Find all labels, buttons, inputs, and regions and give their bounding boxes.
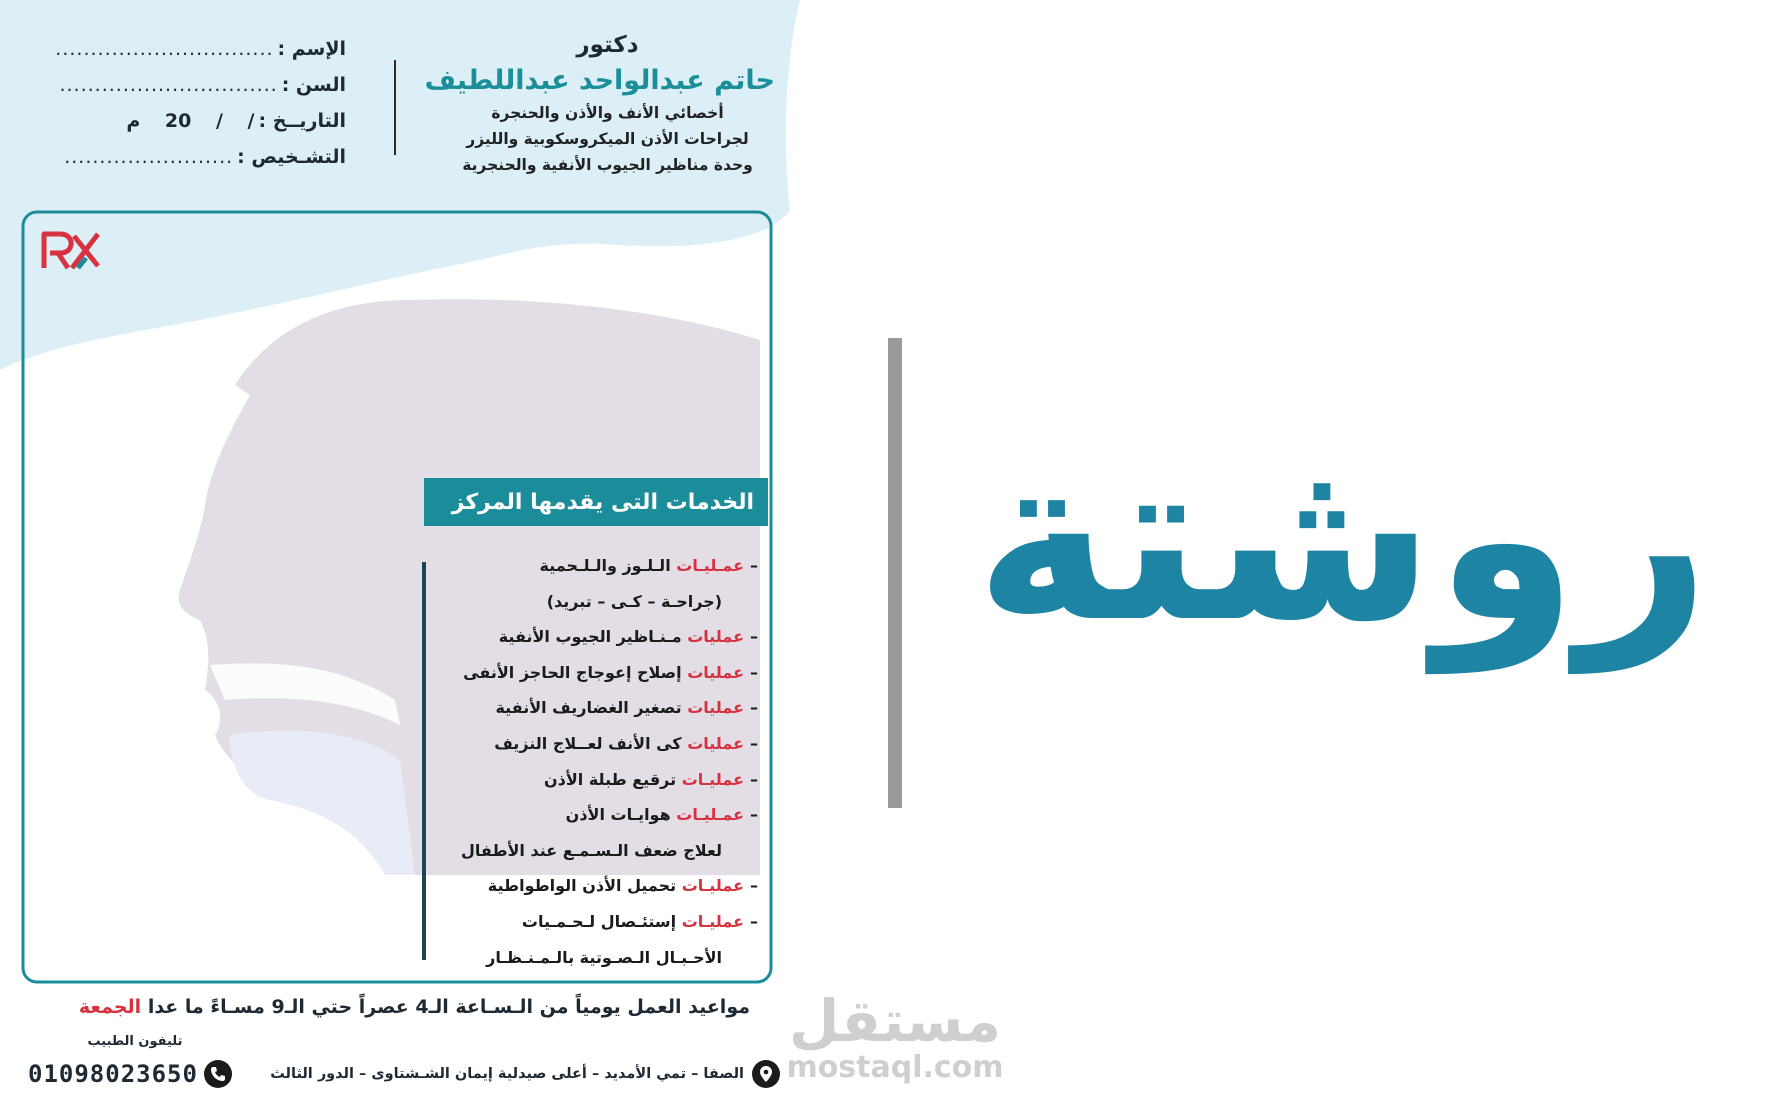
rx-logo bbox=[40, 228, 104, 272]
date-field[interactable] bbox=[56, 110, 346, 146]
address-row bbox=[240, 1058, 780, 1090]
age-field[interactable] bbox=[56, 74, 346, 110]
service-item: –عمليات كى الأنف لعــلاج النزيف bbox=[494, 733, 758, 753]
watermark-arabic: مستقل bbox=[788, 987, 1002, 1055]
service-item: –عمـليـات الـلـوز والـلـحمية bbox=[539, 556, 758, 575]
services-divider bbox=[422, 562, 426, 960]
presentation-divider bbox=[888, 338, 902, 808]
phone-number[interactable]: 01098023650 bbox=[28, 1060, 198, 1088]
service-item: الأحـبـال الـصـوتية بالـمـنـظـار bbox=[486, 947, 722, 967]
big-title: روشتة bbox=[975, 406, 1710, 673]
watermark-latin: mostaql.com bbox=[786, 1050, 1004, 1085]
service-item: –عمليات مـنـاظير الجيوب الأنفية bbox=[498, 627, 758, 647]
service-item: –عمـليـات هوايـات الأذن bbox=[565, 805, 758, 825]
age-dots: ............................... bbox=[59, 74, 278, 96]
diagnosis-dots: ........................ bbox=[64, 146, 234, 168]
name-field[interactable] bbox=[56, 38, 346, 74]
doctor-prefix: دكتور bbox=[576, 32, 639, 58]
doctor-specialty-3: وحدة مناظير الجيوب الأنفية والحنجرية bbox=[462, 156, 753, 174]
service-item: لعلاج ضعف الـسـمـع عند الأطفال bbox=[461, 840, 722, 860]
patient-fields bbox=[56, 38, 346, 182]
working-hours-text: مواعيد العمل يومياً من الـسـاعة الـ4 عصراً حتي الـ9 مسـاءً ما عدا bbox=[147, 996, 750, 1018]
clinic-address: الصفا – تمي الأمديد – أعلى صيدلية إيمان الشـشتاوى – الدور الثالث bbox=[270, 1066, 744, 1082]
date-label: التاريــخ : bbox=[258, 110, 346, 132]
age-label: السن : bbox=[281, 74, 346, 96]
mostaql-watermark bbox=[780, 987, 1010, 1085]
doctor-specialty-2: لجراحات الأذن الميكروسكوبية والليزر bbox=[466, 130, 749, 148]
doctor-specialty-1: أخصائي الأنف والأذن والحنجرة bbox=[491, 104, 724, 122]
service-item: –عمليات تصغير الغضاريف الأنفية bbox=[495, 698, 758, 718]
airway-shape-lower bbox=[230, 730, 415, 875]
service-item: –عمليـات ترقيع طبلة الأذن bbox=[544, 769, 758, 789]
location-pin-icon bbox=[752, 1060, 780, 1088]
working-hours bbox=[60, 996, 750, 1018]
name-dots: ............................... bbox=[55, 38, 274, 60]
services-list bbox=[440, 548, 764, 975]
name-label: الإسم : bbox=[277, 38, 346, 60]
diagnosis-label: التشـخيص : bbox=[237, 146, 346, 168]
service-item: (جراحـة – كـى – تبريد) bbox=[546, 591, 722, 611]
service-item: –عمليـات تحميل الأذن الواطواطية bbox=[487, 876, 758, 896]
services-title: الخدمات التى يقدمها المركز bbox=[424, 478, 768, 526]
service-item: –عمليـات إستئـصال لـحـمـيات bbox=[521, 911, 758, 931]
diagnosis-field[interactable] bbox=[56, 146, 346, 182]
service-item: –عمليات إصلاح إعوجاج الحاجز الأنفى bbox=[463, 662, 758, 682]
phone-label: تليفون الطبيب bbox=[87, 1034, 183, 1049]
date-value: / / 20 م bbox=[126, 110, 255, 132]
doctor-name: حاتم عبدالواحد عبداللطيف bbox=[424, 65, 775, 96]
working-hours-day-off: الجمعة bbox=[78, 996, 142, 1018]
phone-row[interactable] bbox=[28, 1057, 232, 1091]
phone-icon bbox=[204, 1060, 232, 1088]
doctor-info bbox=[424, 28, 775, 178]
header-divider bbox=[394, 60, 396, 155]
